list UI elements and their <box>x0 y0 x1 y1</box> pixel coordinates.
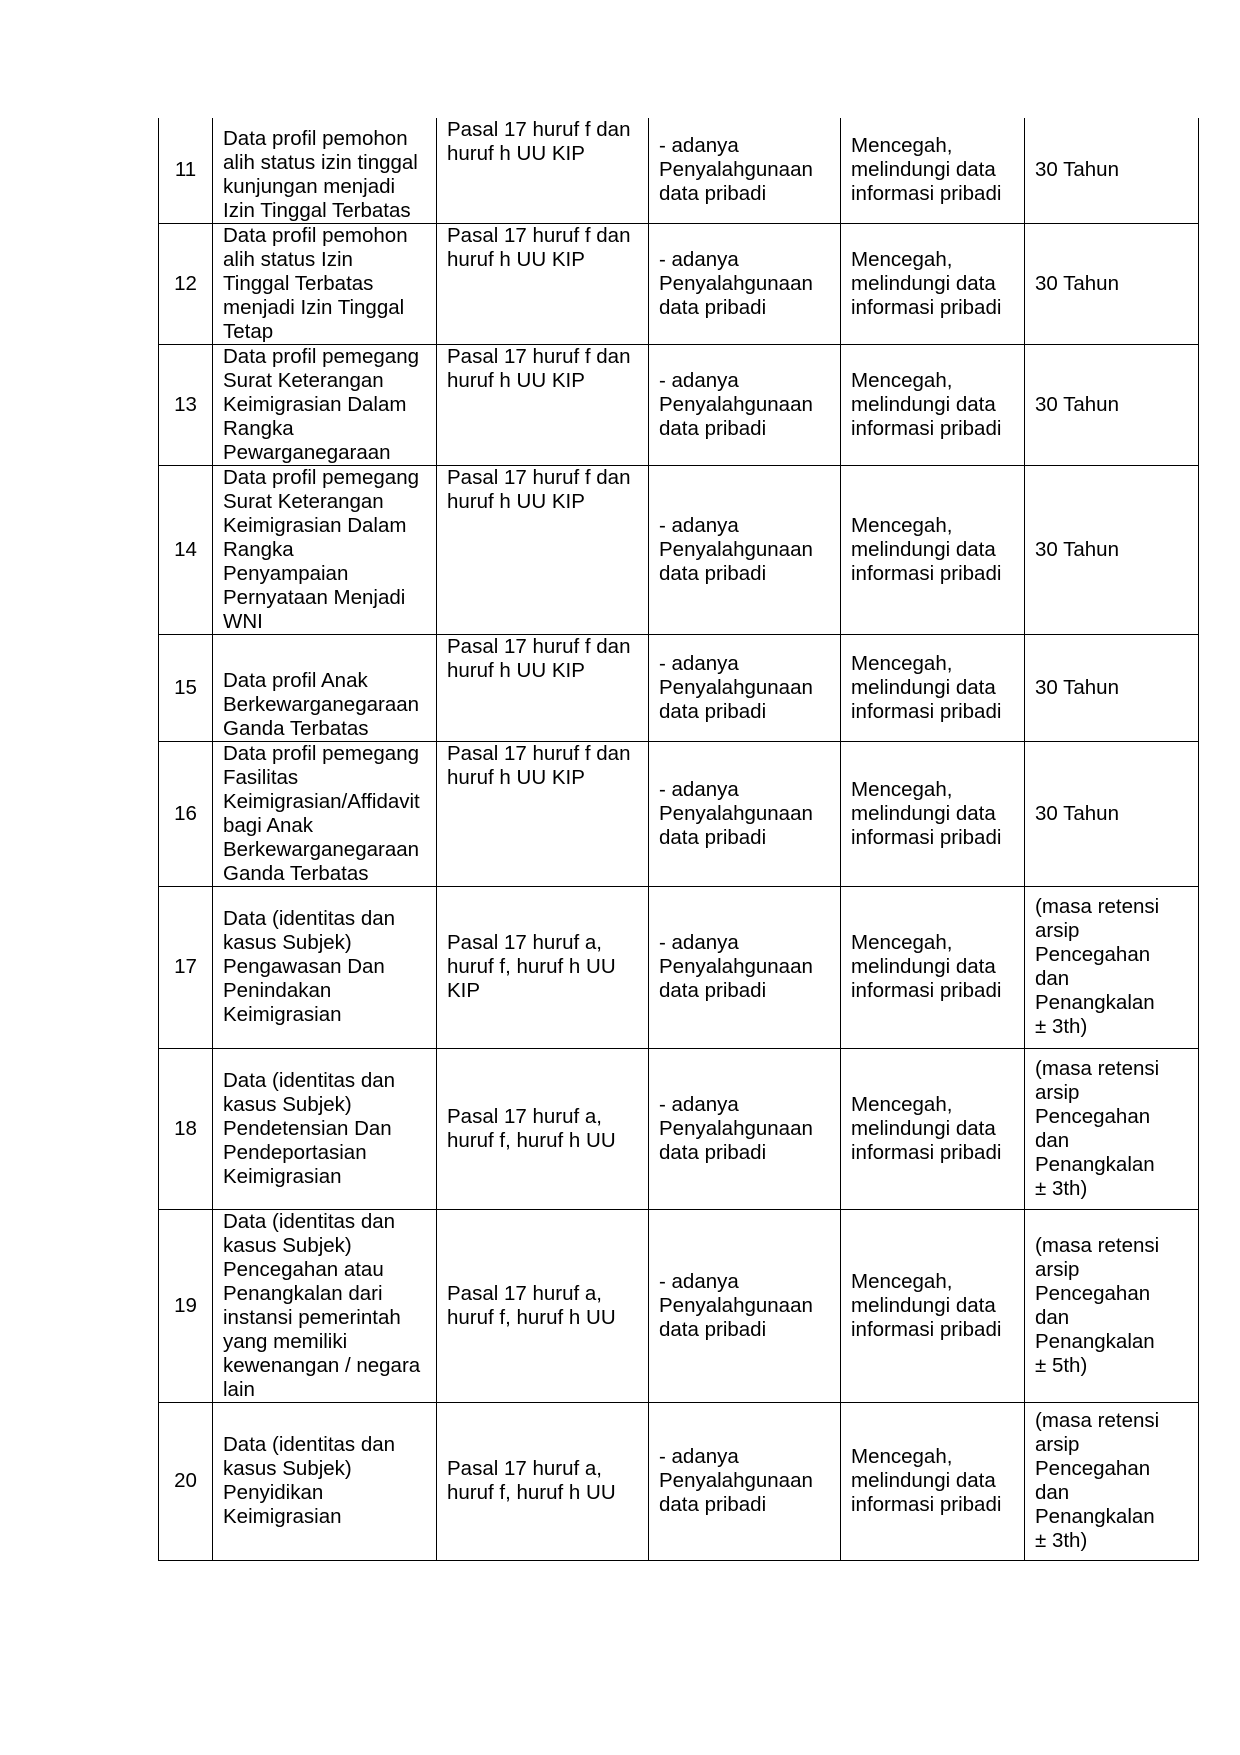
table-body <box>159 118 1199 1560</box>
data-description-text: Data profil pemohon alih status Izin Tinggal Terbatas menjadi Izin Tinggal Tetap <box>223 223 408 343</box>
table-row <box>159 634 1199 741</box>
reason-text: Mencegah, melindungi data informasi pribadi <box>851 651 1002 723</box>
consequence-text: - adanya Penyalahgunaan data pribadi <box>659 513 813 585</box>
reason <box>841 886 1025 1048</box>
retention-period-text: 30 Tahun <box>1035 392 1119 416</box>
retention-period <box>1025 634 1199 741</box>
legal-basis-text: Pasal 17 huruf f dan huruf h UU KIP <box>447 118 631 165</box>
legal-basis-text: Pasal 17 huruf f dan huruf h UU KIP <box>447 634 631 682</box>
row-number: 11 <box>159 118 213 223</box>
row-number: 20 <box>159 1402 213 1560</box>
retention-period-text: (masa retensi arsip Pencegahan dan Penangkalan ± 3th) <box>1035 1409 1160 1552</box>
consequence <box>649 741 841 886</box>
retention-period-text: 30 Tahun <box>1035 675 1119 699</box>
table-row <box>159 118 1199 223</box>
retention-period-text: (masa retensi arsip Pencegahan dan Penangkalan ± 3th) <box>1035 1056 1160 1200</box>
data-description-text: Data (identitas dan kasus Subjek) Penyidikan Keimigrasian <box>223 1433 396 1528</box>
retention-period <box>1025 886 1199 1048</box>
reason <box>841 223 1025 344</box>
row-number: 16 <box>159 741 213 886</box>
table-row <box>159 741 1199 886</box>
consequence <box>649 1048 841 1209</box>
consequence-text: - adanya Penyalahgunaan data pribadi <box>659 651 813 723</box>
reason-text: Mencegah, melindungi data informasi pribadi <box>851 513 1002 585</box>
legal-basis <box>437 223 649 344</box>
legal-basis <box>437 465 649 634</box>
legal-basis <box>437 1209 649 1402</box>
data-description-text: Data (identitas dan kasus Subjek) Pengawasan Dan Penindakan Keimigrasian <box>223 907 396 1026</box>
data-description <box>213 741 437 886</box>
data-description <box>213 1048 437 1209</box>
legal-basis <box>437 1048 649 1209</box>
retention-period-text: 30 Tahun <box>1035 537 1119 561</box>
consequence <box>649 344 841 465</box>
retention-period <box>1025 741 1199 886</box>
reason-text: Mencegah, melindungi data informasi pribadi <box>851 247 1002 319</box>
row-number: 17 <box>159 886 213 1048</box>
data-description-text: Data profil pemegang Surat Keterangan Keimigrasian Dalam Rangka Penyampaian Pernyataan Menjadi WNI <box>223 465 420 633</box>
retention-period-text: 30 Tahun <box>1035 801 1119 825</box>
retention-period <box>1025 1402 1199 1560</box>
reason <box>841 344 1025 465</box>
legal-basis-text: Pasal 17 huruf f dan huruf h UU KIP <box>447 465 631 513</box>
retention-period <box>1025 223 1199 344</box>
reason-text: Mencegah, melindungi data informasi pribadi <box>851 1269 1002 1341</box>
legal-basis <box>437 634 649 741</box>
retention-period <box>1025 465 1199 634</box>
data-description <box>213 344 437 465</box>
legal-basis <box>437 118 649 223</box>
data-description-text: Data profil pemohon alih status izin tinggal kunjungan menjadi Izin Tinggal Terbatas <box>223 126 418 222</box>
consequence-text: - adanya Penyalahgunaan data pribadi <box>659 247 813 319</box>
legal-basis <box>437 886 649 1048</box>
retention-period <box>1025 1209 1199 1402</box>
data-description <box>213 118 437 223</box>
consequence <box>649 886 841 1048</box>
data-description-text: Data profil Anak Berkewarganegaraan Ganda Terbatas <box>223 668 420 740</box>
consequence-text: - adanya Penyalahgunaan data pribadi <box>659 1092 813 1164</box>
data-description <box>213 1209 437 1402</box>
reason <box>841 634 1025 741</box>
table-row <box>159 1402 1199 1560</box>
legal-basis-text: Pasal 17 huruf f dan huruf h UU KIP <box>447 741 631 789</box>
table-row <box>159 886 1199 1048</box>
legal-basis-text: Pasal 17 huruf a, huruf f, huruf h UU KIP <box>447 931 616 1002</box>
reason <box>841 118 1025 223</box>
reason <box>841 465 1025 634</box>
legal-basis-text: Pasal 17 huruf f dan huruf h UU KIP <box>447 223 631 271</box>
data-description-text: Data profil pemegang Fasilitas Keimigrasian/Affidavit bagi Anak Berkewarganegaraan Ganda Terbatas <box>223 741 420 885</box>
legal-basis <box>437 344 649 465</box>
reason-text: Mencegah, melindungi data informasi pribadi <box>851 134 1002 206</box>
reason <box>841 1209 1025 1402</box>
row-number: 19 <box>159 1209 213 1402</box>
legal-basis-text: Pasal 17 huruf a, huruf f, huruf h UU <box>447 1281 616 1329</box>
table-row <box>159 1209 1199 1402</box>
reason-text: Mencegah, melindungi data informasi pribadi <box>851 931 1002 1002</box>
table-row <box>159 1048 1199 1209</box>
data-description-text: Data (identitas dan kasus Subjek) Pendetensian Dan Pendeportasian Keimigrasian <box>223 1068 396 1188</box>
reason-text: Mencegah, melindungi data informasi pribadi <box>851 368 1002 440</box>
legal-basis-text: Pasal 17 huruf a, huruf f, huruf h UU <box>447 1104 616 1152</box>
information-exemption-table <box>158 118 1199 1561</box>
consequence-text: - adanya Penyalahgunaan data pribadi <box>659 777 813 849</box>
retention-period-text: (masa retensi arsip Pencegahan dan Penangkalan ± 5th) <box>1035 1233 1160 1377</box>
consequence <box>649 634 841 741</box>
reason-text: Mencegah, melindungi data informasi pribadi <box>851 1445 1002 1516</box>
data-description-text: Data (identitas dan kasus Subjek) Pencegahan atau Penangkalan dari instansi pemerintah yang memiliki kewenangan / negara lain <box>223 1209 421 1401</box>
reason-text: Mencegah, melindungi data informasi pribadi <box>851 1092 1002 1164</box>
consequence-text: - adanya Penyalahgunaan data pribadi <box>659 134 813 206</box>
row-number: 13 <box>159 344 213 465</box>
retention-period-text: 30 Tahun <box>1035 158 1119 182</box>
consequence <box>649 223 841 344</box>
consequence-text: - adanya Penyalahgunaan data pribadi <box>659 1269 813 1341</box>
consequence-text: - adanya Penyalahgunaan data pribadi <box>659 1445 813 1516</box>
legal-basis <box>437 741 649 886</box>
retention-period-text: (masa retensi arsip Pencegahan dan Penangkalan ± 3th) <box>1035 895 1160 1038</box>
reason <box>841 1048 1025 1209</box>
reason <box>841 1402 1025 1560</box>
data-description-text: Data profil pemegang Surat Keterangan Keimigrasian Dalam Rangka Pewarganegaraan <box>223 344 420 464</box>
row-number: 18 <box>159 1048 213 1209</box>
reason <box>841 741 1025 886</box>
data-description <box>213 465 437 634</box>
row-number: 12 <box>159 223 213 344</box>
consequence-text: - adanya Penyalahgunaan data pribadi <box>659 368 813 440</box>
consequence <box>649 118 841 223</box>
data-description <box>213 1402 437 1560</box>
table-row <box>159 223 1199 344</box>
data-description <box>213 223 437 344</box>
retention-period <box>1025 1048 1199 1209</box>
consequence <box>649 1402 841 1560</box>
table-row <box>159 465 1199 634</box>
legal-basis <box>437 1402 649 1560</box>
retention-period <box>1025 344 1199 465</box>
legal-basis-text: Pasal 17 huruf a, huruf f, huruf h UU <box>447 1457 616 1504</box>
consequence-text: - adanya Penyalahgunaan data pribadi <box>659 931 813 1002</box>
retention-period-text: 30 Tahun <box>1035 271 1119 295</box>
row-number: 14 <box>159 465 213 634</box>
retention-period <box>1025 118 1199 223</box>
data-description <box>213 886 437 1048</box>
legal-basis-text: Pasal 17 huruf f dan huruf h UU KIP <box>447 344 631 392</box>
reason-text: Mencegah, melindungi data informasi pribadi <box>851 777 1002 849</box>
row-number: 15 <box>159 634 213 741</box>
data-description <box>213 634 437 741</box>
consequence <box>649 465 841 634</box>
consequence <box>649 1209 841 1402</box>
table-row <box>159 344 1199 465</box>
